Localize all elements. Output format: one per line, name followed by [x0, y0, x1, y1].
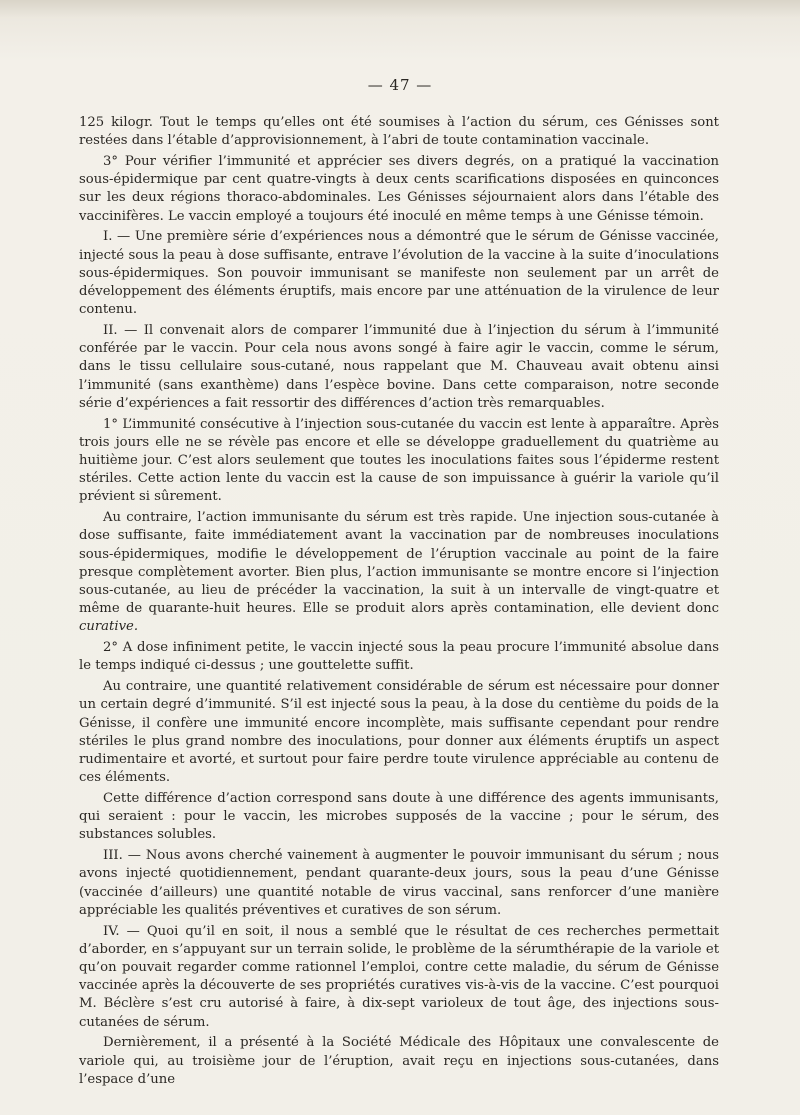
paragraph [79, 228, 719, 319]
paragraph-text: IV. — Quoi qu’il en soit, il nous a semblé que le résultat de ces recherches permettait d’aborder, en s’appuyant sur un terrain solide, le problème de la sérumthérapie de la variole et qu’on pouvait regarder comme rationnel l’emploi, contre cette maladie, du sérum de Génisse vaccinée après la découverte de ses propriétés curatives vis-à-vis de la vaccine. C’est pourquoi M. Béclère s’est cru autorisé à faire, à dix-sept varioleux de tout âge, des injections sous-cutanées de sérum. [79, 923, 719, 1030]
paragraph-text: I. — Une première série d’expériences nous a démontré que le sérum de Génisse vaccinée, injecté sous la peau à dose suffisante, entrave l’évolution de la vaccine à la suite d’inoculations sous-épidermiques. Son pouvoir immunisant se manifeste non seulement par un arrêt de développement des éléments éruptifs, mais encore par une atténuation de la virulence de leur contenu. [79, 229, 719, 318]
italic-word: curative. [79, 619, 139, 635]
body-text [79, 114, 719, 1092]
paragraph [79, 790, 719, 845]
paragraph-text: 2° A dose infiniment petite, le vaccin injecté sous la peau procure l’immunité absolue dans le temps indiqué ci-dessus ; une gouttelette suffit. [79, 640, 719, 674]
paragraph-text: 1° L’immunité consécutive à l’injection sous-cutanée du vaccin est lente à apparaître. Après trois jours elle ne se révèle pas encore et elle se développe graduellement du quatrième au huitième jour. C’est alors seulement que toutes les inoculations faites sous l’épiderme restent stériles. Cette action lente du vaccin est la cause de son impuissance à guérir la variole qu’il prévient si sûrement. [79, 416, 719, 505]
paragraph [79, 678, 719, 787]
paragraph [79, 509, 719, 636]
paragraph-text: Dernièrement, il a présenté à la Société Médicale des Hôpitaux une convalescente de variole qui, au troisième jour de l’éruption, avait reçu en injections sous-cutanées, dans l’espace d’une [79, 1035, 719, 1087]
paragraph [79, 639, 719, 675]
paragraph-text: Au contraire, une quantité relativement considérable de sérum est nécessaire pour donner un certain degré d’immunité. S’il est injecté sous la peau, à la dose du centième du poids de la Génisse, il confère une immunité encore incomplète, mais suffisante cependant pour rendre stériles le plus grand nombre des inoculations, pour donner aux éléments éruptifs un aspect rudimentaire et avorté, et surtout pour faire perdre toute virulence appréciable au contenu de ces éléments. [79, 679, 719, 786]
paragraph [79, 923, 719, 1032]
paragraph [79, 1034, 719, 1089]
paragraph-text: III. — Nous avons cherché vainement à augmenter le pouvoir immunisant du sérum ; nous avons injecté quotidiennement, pendant quarante-deux jours, sous la peau d’une Génisse (vaccinée d’ailleurs) une quantité notable de virus vaccinal, sans renforcer d’une manière appréciable les qualités préventives et curatives de son sérum. [79, 848, 719, 918]
page-number: — 47 — [367, 76, 433, 94]
paragraph [79, 416, 719, 507]
paragraph-text: Au contraire, l’action immunisante du sérum est très rapide. Une injection sous-cutanée à dose suffisante, faite immédiatement avant la vaccination par de nombreuses inoculations sous-épidermiques, modifie le développement de l’éruption vaccinale au point de la faire presque complètement avorter. Bien plus, l’action immunisante se montre encore si l’injection sous-cutanée, au lieu de précéder la vaccination, la suit à un intervalle de vingt-quatre et même de quarante-huit heures. Elle se produit alors après contamination, elle devient donc [79, 510, 719, 617]
paragraph-text: Cette différence d’action correspond sans doute à une différence des agents immunisants, qui seraient : pour le vaccin, les microbes supposés de la vaccine ; pour le sérum, des substances solubles. [79, 791, 719, 843]
paragraph [79, 322, 719, 413]
paragraph-text: 125 kilogr. Tout le temps qu’elles ont été soumises à l’action du sérum, ces Génisses sont restées dans l’étable d’approvisionnement, à l’abri de toute contamination vaccinale. [79, 115, 719, 149]
paragraph-text: II. — Il convenait alors de comparer l’immunité due à l’injection du sérum à l’immunité conférée par le vaccin. Pour cela nous avons songé à faire agir le vaccin, comme le sérum, dans le tissu cellulaire sous-cutané, nous rappelant que M. Chauveau avait obtenu ainsi l’immunité (sans exanthème) dans l’espèce bovine. Dans cette comparaison, notre seconde série d’expériences a fait ressortir des différences d’action très remarquables. [79, 323, 719, 411]
paragraph-text: 3° Pour vérifier l’immunité et apprécier ses divers degrés, on a pratiqué la vaccination sous-épidermique par cent quatre-vingts à deux cents scarifications disposées en quinconces sur les deux régions thoraco-abdominales. Les Génisses séjournaient alors dans l’étable des vaccinifères. Le vaccin employé a toujours été inoculé en même temps à une Génisse témoin. [79, 154, 719, 224]
paragraph [79, 114, 719, 150]
paragraph [79, 847, 719, 920]
paragraph [79, 153, 719, 226]
